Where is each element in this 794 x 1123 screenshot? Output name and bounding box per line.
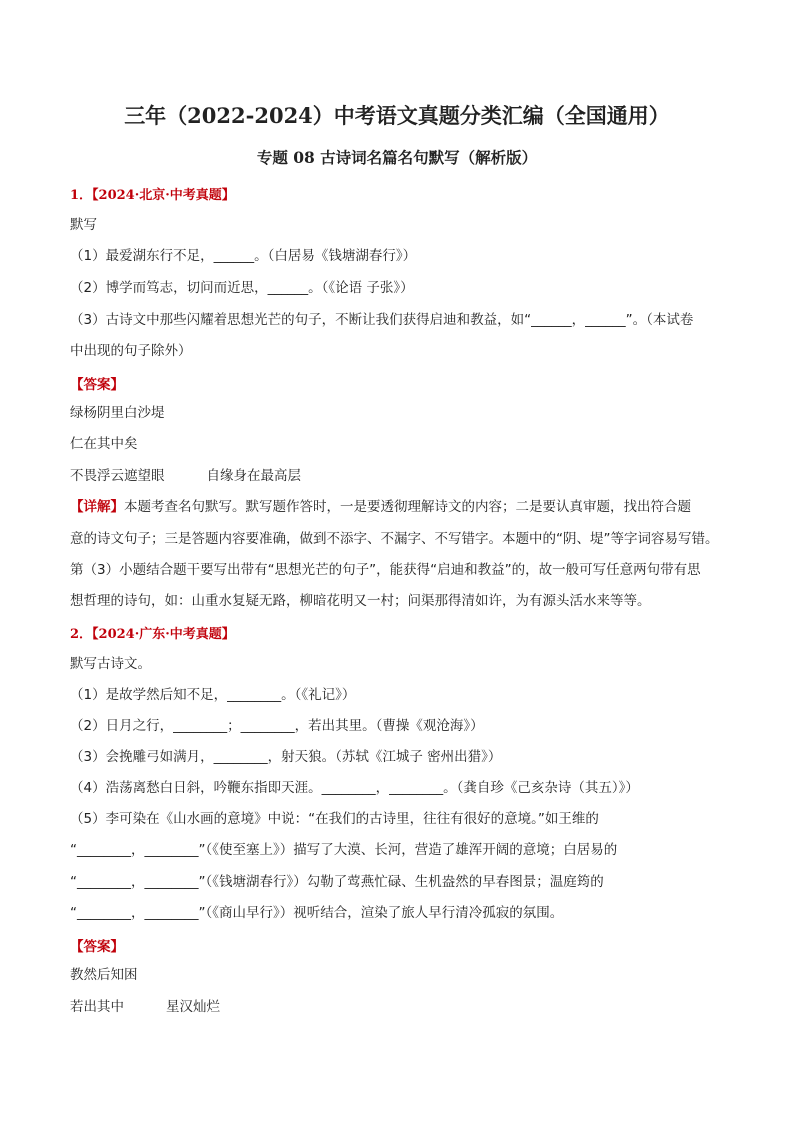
question-2-item-1: （1）是故学然后知不足，________。（《礼记》）	[70, 687, 356, 703]
question-2-item-2: （2）日月之行，________；________，若出其里。（曹操《观沧海》）	[70, 718, 484, 734]
question-1-detail-line-2: 意的诗文句子；三是答题内容要准确，做到不添字、不漏字、不写错字。本题中的“阴、堤”等字词容易写错。	[70, 531, 719, 547]
question-2-item-5-line-3: “________，________”（《钱塘湖春行》）勾勒了莺燕忙碌、生机盎然的早春图景；温庭筠的	[70, 874, 604, 890]
page-subtitle: 专题 08 古诗词名篇名句默写（解析版）	[256, 148, 538, 167]
question-2-answer-2b: 星汉灿烂	[166, 999, 220, 1015]
question-1-detail-line-3: 第（3）小题结合题干要写出带有“思想光芒的句子”，能获得“启迪和教益”的，故一般可写任意两句带有思	[70, 562, 701, 578]
question-1-answer-1: 绿杨阴里白沙堤	[70, 405, 165, 421]
question-2-item-5-line-2: “________，________”（《使至塞上》）描写了大漠、长河，营造了雄浑开阔的意境；白居易的	[70, 842, 618, 858]
question-1-instruction: 默写	[70, 217, 97, 233]
question-2-item-5: （5）李可染在《山水画的意境》中说：“在我们的古诗里，往往有很好的意境。”如王维的	[70, 811, 599, 827]
question-1-answer-label: 【答案】	[70, 377, 124, 393]
question-2-item-4: （4）浩荡离愁白日斜，吟鞭东指即天涯。________，________。（龚自珍《己亥杂诗（其五）》）	[70, 780, 639, 796]
question-1-answer-3	[70, 467, 301, 485]
question-1-item-3-cont: 中出现的句子除外）	[70, 343, 192, 359]
question-1-item-3: （3）古诗文中那些闪耀着思想光芒的句子，不断让我们获得启迪和教益，如“______，______”。（本试卷	[70, 312, 694, 328]
question-2-item-5-line-4: “________，________”（《商山早行》）视听结合，渲染了旅人早行清冷孤寂的氛围。	[70, 905, 564, 921]
question-1-item-1: （1）最爱湖东行不足，______。（白居易《钱塘湖春行》）	[70, 248, 417, 264]
question-2-answer-1: 教然后知困	[70, 967, 138, 983]
question-2-answer-2	[70, 998, 220, 1016]
question-1-answer-2: 仁在其中矣	[70, 436, 138, 452]
page-title: 三年（2022-2024）中考语文真题分类汇编（全国通用）	[124, 103, 670, 128]
question-2-instruction: 默写古诗文。	[70, 656, 151, 672]
question-1-heading: 1．【2024·北京·中考真题】	[70, 188, 235, 203]
question-2-answer-label: 【答案】	[70, 939, 124, 955]
question-2-item-3: （3）会挽雕弓如满月，________，射天狼。（苏轼《江城子 密州出猎》）	[70, 749, 502, 765]
question-1-answer-3a: 不畏浮云遮望眼	[70, 468, 165, 484]
detail-text: 本题考查名句默写。默写题作答时，一是要透彻理解诗文的内容；二是要认真审题，找出符合题	[124, 499, 691, 515]
question-1-item-2: （2）博学而笃志，切问而近思，______。（《论语 子张》）	[70, 280, 414, 296]
question-1-detail-line-4: 想哲理的诗句，如：山重水复疑无路，柳暗花明又一村；问渠那得清如许，为有源头活水来等等。	[70, 593, 651, 609]
question-1-detail-label: 【详解】	[70, 499, 124, 515]
question-1-detail-line-1	[70, 498, 691, 516]
question-1-answer-3b: 自缘身在最高层	[206, 468, 301, 484]
question-2-answer-2a: 若出其中	[70, 999, 124, 1015]
question-2-heading: 2．【2024·广东·中考真题】	[70, 627, 235, 642]
